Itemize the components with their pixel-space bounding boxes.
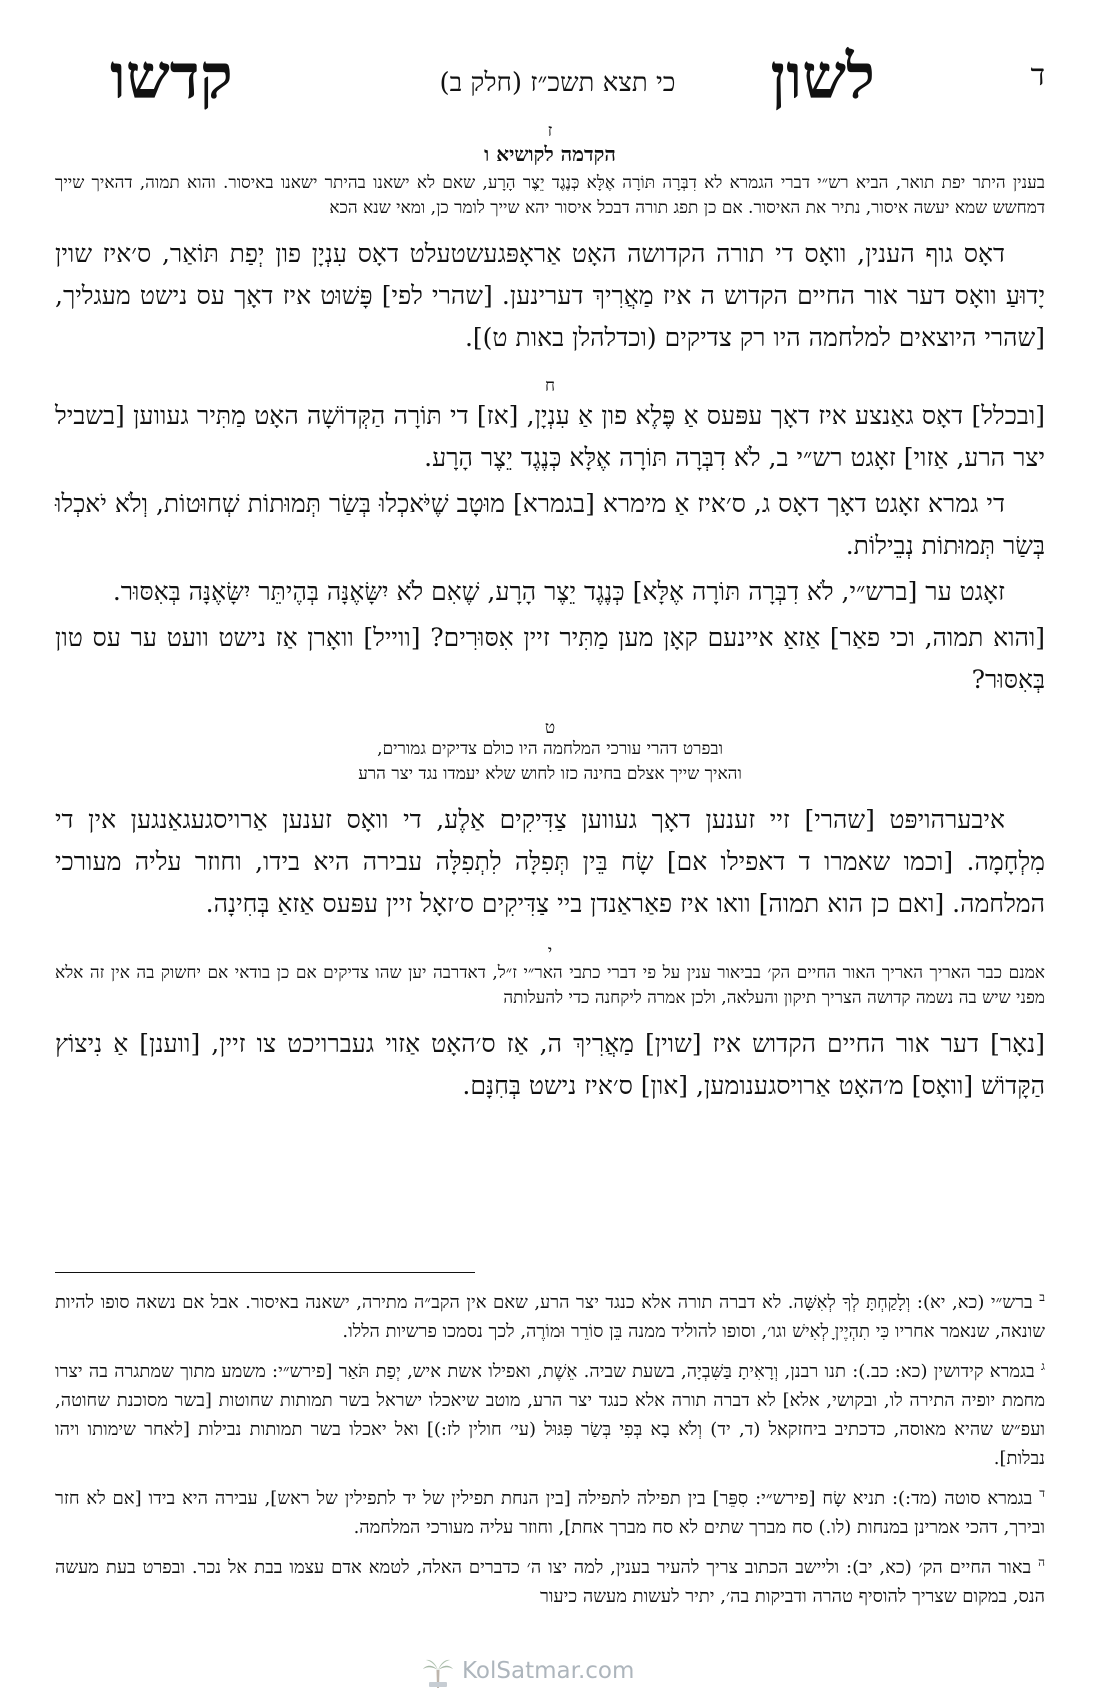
section-letter: י (547, 942, 553, 962)
footnote-marker: ד (1039, 1486, 1045, 1500)
page-number: ד (1030, 58, 1045, 93)
section-heading: הקדמה לקושיא ו (484, 142, 616, 166)
title-left: קדשו (110, 40, 233, 113)
page-header (70, 40, 1045, 120)
section-intro-line: ובפרט דהרי עורכי המלחמה היו כולם צדיקים גמורים, (377, 739, 723, 759)
palm-tree-logo-icon (420, 1654, 456, 1690)
main-content (55, 122, 1045, 1111)
section-zayin (55, 122, 1045, 359)
footnote-divider (55, 1272, 475, 1273)
footnote-text: ברש״י (כא, יא): וְלָקַחְתָּ לְךָ לְאִשָּׁה. לא דברה תורה אלא כנגד יצר הרע, שאם אין הקב״ה מתירה, ישאנה באיסור. אבל אם נשאה סופו להיות שונאה, שנאמר אחריו כִּי תִהְיֶיןָ לְאִישׁ וגו׳, וסופו להוליד ממנה בֵּן סוֹרֵר וּמוֹרֶה, לכך נסמכו פרשיות הללו. (55, 1292, 1045, 1342)
title-right: לשון (770, 40, 875, 113)
section-paragraph: דאָס גוף הענין, וואָס די תורה הקדושה האָט אַראָפּגעשטעלט דאָס עִנְיָן פון יְפַת תּוֹאַר, ס׳איז שוין יָדוּעַ וואָס דער אור החיים הקדוש ה איז מַאֲרִיךְ דערינען. [שהרי לפי] פָּשׁוּט איז דאָך עס נישט מעגליך, [שהרי היוצאים למלחמה היו רק צדיקים (וכדלהלן באות ט)]. (55, 239, 1045, 352)
section-paragraph: [והוא תמוה, וכי פאַר] אַזאַ איינעם קאָן מען מַתִּיר זיין אִסּוּרִים? [ווייל] וואָרן אַז נישט וועט ער עס טון בְּאִסּוּר? (55, 623, 1045, 694)
section-paragraph: די גמרא זאָגט דאָך דאָס ג, ס׳איז אַ מימרא [בגמרא] מוּטָב שֶׁיֹּאכְלוּ בְּשַׂר תְּמוּתוֹת שְׁחוּטוֹת, וְלֹא יֹאכְלוּ בְּשַׂר תְּמוּתוֹת נְבֵילוֹת. (55, 489, 1045, 560)
header-subtitle: כי תצא תשכ״ז (חלק ב) (439, 68, 676, 98)
section-letter: ח (544, 376, 556, 396)
section-paragraph: זאָגט ער [ברש״י, לֹא דִבְּרָה תּוֹרָה אֶלָּא] כְּנֶגֶד יֵצֶר הָרָע, שֶׁאִם לֹא יִשָּׂאֶנָּה בְּהֶיתֵּר יִשָּׂאֶנָּה בְּאִסּוּר. (112, 577, 1005, 606)
section-paragraph: [ובכלל] דאָס גאַנצע איז דאָך עפּעס אַ פֶּלֶא פון אַ עִנְיָן, [אז] די תּוֹרָה הַקְּדוֹשָׁה האָט מַתִּיר געווען [בשביל יצר הרע, אַזוי] זאָגט רש״י ב, לֹא דִבְּרָה תּוֹרָה אֶלָּא כְּנֶגֶד יֵצֶר הָרָע. (55, 401, 1045, 472)
section-letter: ז (547, 121, 553, 141)
footnote-marker: ג (1041, 1359, 1045, 1373)
footnote-text: בגמרא סוטה (מד:): תניא שָׂח [פירש״י: סִפֵּר] בין תפילה לתפילה [בין הנחת תפילין של יד לתפילין של ראש], עבירה היא בידו [אם לא חזר ובירך, דהכי אמרינן במנחות (לו.) סח מברך שתים לא סח מברך אחת], וחוזר עליה מעורכי המלחמה. (55, 1488, 1045, 1538)
section-letter: ט (544, 718, 556, 738)
footnote (55, 1283, 1045, 1346)
footnote-text: באור החיים הק׳ (כא, יב): וליישב הכתוב צריך להעיר בענין, למה יצו ה׳ כדברים האלה, לטמא אדם עצמו בבת אל נכר. ובפרט בעת מעשה הנס, במקום שצריך להוסיף טהרה ודביקות בה׳, יתיר לעשות מעשה כיעור (55, 1557, 1045, 1607)
footnotes (55, 1283, 1045, 1617)
footnote-marker: ה (1038, 1555, 1045, 1569)
footnote (55, 1352, 1045, 1473)
footnote (55, 1548, 1045, 1611)
watermark-text: KolSatmar.com (462, 1658, 635, 1684)
section-tet (55, 719, 1045, 925)
footnote-marker: ב (1039, 1290, 1045, 1304)
section-chet (55, 377, 1045, 701)
section-paragraph: [נאָר] דער אור החיים הקדוש איז [שוין] מַאֲרִיךְ ה, אַז ס׳האָט אַזוי געברויכט צו זיין, [ווענן] אַ נִיצוֹץ הַקָּדוֹשׁ [וואָס] מ׳האָט אַרויסגענומען, [און] ס׳איז נישט בְּחִנָּם. (55, 1029, 1045, 1100)
section-paragraph: איבערהויפּט [שהרי] זיי זענען דאָך געווען צַדִּיקִים אַלֶע, די וואָס זענען אַרויסגעגאַנגען אין די מִלְחָמָה. [וכמו שאמרו ד דאפילו אם] שָׂח בֵּין תְּפִלָּה לִתְפִלָּה עבירה היא בידו, וחוזר עליה מעורכי המלחמה. [ואם כן הוא תמוה] וואו איז פאַראַנדן ביי צַדִּיקִים ס׳זאָל זיין עפּעס אַזאַ בְּחִינָה. (55, 805, 1045, 918)
footnote (55, 1479, 1045, 1542)
footnote-text: בגמרא קידושין (כא: כב.): תנו רבנן, וְרָאִיתָ בַּשִּׁבְיָה, בשעת שביה. אֵשֶׁת, ואפילו אשת איש, יְפַת תֹּאַר [פירש״י: משמע מתוך שמתגרה בה יצרו מחמת יופיה התירה לו, ובקושי, אלא] לא דברה תורה אלא כנגד יצר הרע, מוטב שיאכלו ישראל בשר תמותות שחוטות [בשר מסוכנת שחוטה, ועפ״ש שהיא מאוסה, כדכתיב ביחזקאל (ד, יד) וְלֹא בָא בְּפִי בְּשַׂר פִּגּוּל (עי׳ חולין לז:)] ואל יאכלו בשר תמותות נבילות [לאחר שימותו ויהו נבלות]. (55, 1361, 1045, 1469)
section-intro: אמנם כבר האריך האריך האור החיים הק׳ בביאור ענין על פי דברי כתבי האר״י ז״ל, דאדרבה יען שהו צדיקים אם כן בודאי אם יחשוק בה אין זה אלא מפני שיש בה נשמה קדושה הצריך תיקון והעלאה, ולכן אמרה ליקחנה כדי להעלותה (55, 963, 1045, 1008)
section-yud (55, 943, 1045, 1107)
watermark (420, 1652, 660, 1692)
section-intro: בענין היתר יפת תואר, הביא רש״י דברי הגמרא לא דִבְּרָה תּוֹרָה אֶלָּא כְּנֶגֶד יֵצֶר הָרָע, שאם לא ישאנו בהיתר ישאנו באיסור. והוא תמוה, דהאיך שייך דמחשש שמא יעשה איסור, נתיר את האיסור. אם כן תפג תורה דבכל איסור יהא שייך לומר כן, ומאי שנא הכא (55, 173, 1045, 218)
section-intro-line: והאיך שייך אצלם בחינה כזו לחוש שלא יעמדו נגד יצר הרע (358, 764, 742, 784)
